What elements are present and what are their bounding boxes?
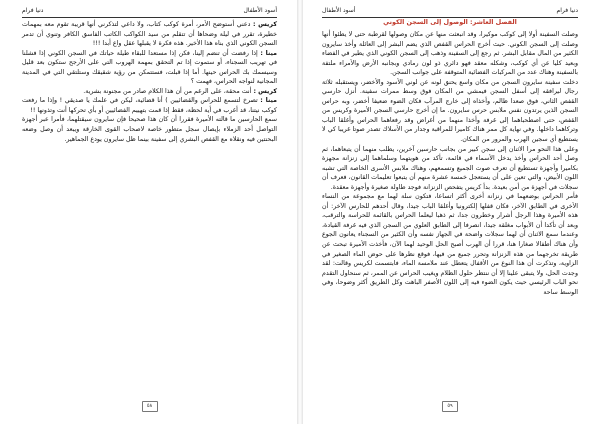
paragraph <box>22 87 277 97</box>
speaker-label: كريس : <box>253 87 277 95</box>
left-header-author: دنيا فرام <box>22 7 44 14</box>
paragraph-text: دعني أستوضح الأمر، أمرة كوكب كتاب، ولا داعي لتذكرني أنها قريبة تقوم معه بمهمات خطيرة، تقرر في ليلة وضحاها أن تتقلم من سيد الكواكب الكاتب الفاسق الكافر وتنوي أن تدمر السجن الكوني الذي بناه هذا الأخير. هذه فكرة لا يقبلها عقل واع أبدا !!! <box>22 21 277 48</box>
paragraph <box>22 96 277 115</box>
paragraph <box>322 192 578 297</box>
paragraph-text: دخلت سفينة سايرون السجن من مكان واسع يحنق لونه عن لوني الأسود والأخضر، ويستقبله ثلاثة رجال ليرافقه إلى أسفل السجن فيمشي من المكان فوق وسط ممرات سفينة. أنزل حارسي القفص الثاني، فوق صعدا ظالم، وأخذاه إلى خارج المرآب فكان الضوء ضعيفا أخضر، وبه حراس السجن الذين يرتدون نفس ملابس حرس سايرون. ما إن أخرج حارسي السجن الأميرة وكريس من القفص، حتى اصطحباهما إلى غرفة وأخذا منهما من أغراض وقد رفعاهما الحراس وأغلقا الباب وتركاهما داخلها. وفي نهاية كل ممر هناك كاميرا للمراقبة وجدار من الأسلاك تصدر صوتا غريبا كي لا يستطيع أي سجين الهرب والمرور من المكان. <box>322 78 578 144</box>
left-page-body <box>22 20 277 144</box>
paragraph-text: سمع الحارسين ما قالته الأميرة فقررا أن كان هذا صحيحا فإن سايرون سيقتلهما، فأمرا عبر أجهزة التواصل أحد الزملاء بإيصال سجل متطور خاصة لاصحاب القوى الخارقة ويبعد أن وصل وضعه البحنتين فيه ونقلاه مع القفص البشري إلى سفينة بينما ظل سايرون يودع الجماهير. <box>22 116 277 143</box>
book-gutter <box>297 0 303 424</box>
right-page-body <box>322 30 578 297</box>
paragraph <box>22 115 277 144</box>
right-header-author: دنيا فرام <box>556 7 578 14</box>
right-header-book-title: أسود الأطفال <box>322 7 356 14</box>
speaker-label: مينا : <box>260 49 277 57</box>
paragraph-text: وصلت السفينة أولا إلى كوكب موكيرا، وقد انبعثت منها عن مكان وصولها لقرطبة حتى لا يطئوا أنها وصلت إلى السجن الكوني. حيث أخرج الحراس القفص الذي يضم البشر إلى العائلة وأخذ سايرون الكثير من المال مقابل البشر. ثم رجع إلى السفينة وذهب إلى السجن الكوني الذي يطير في الفضاء وبعيد كليا عن أي كوكب، وشكله معقد فهو دائري ذو لون رمادي وبجانبه الأرض والأمراء ملتفة بالسفينة وهناك عدد من المركبات الفضائية المتوقفة على جوانب السجن. <box>322 31 578 77</box>
left-page-header <box>22 7 277 18</box>
left-header-book-title: أسود الأطفال <box>243 7 277 14</box>
paragraph <box>22 49 277 87</box>
chapter-title: الفصل العاشر: الوصول إلى السجن الكوني <box>383 18 517 26</box>
right-page-number: ٥٩ <box>442 401 458 412</box>
paragraph-text: وعلى هذا النحو مرا الاثنان إلى سجن كبير من بجانب حارسين آخرين، يطلب منهما أن يتبعاهما، ثم وصل أحد الحراس وأخذ يدخل الأسماء في قائمة، تأكد من هويتهما وسلماهما إلى زنزانة مجهزة بكاميرا وأجهزة تستطيع أن تعرف صوت الجميع وتسمعهم، وهناك ملابس الأسرى الخاصة التي تشبه اللون الأبيض، والتي تعين على أن يستعجل خمسة عشرة منهم أن يتبعوا تعليمات القانون، فعرف أن سجلات في أجهزة من أمن بعيدة. بدأ كريس يتفحص الزنزانة فوجد طاولة صغيرة وأجهزة معقدة. <box>322 145 578 191</box>
left-header-rule <box>22 17 277 18</box>
paragraph-text: فأمر الحراس بوضعهما في زنزانة أخرى أكثر اتساعا، فتكون سلة لهما مع مجموعة من النساء الأخرى في الطابق الآخر، فكان قفلها إلكترونيا وأغلقا الباب جيدا، وقال أحدهم للحارس الآخر: أن هذه الأميرة وهذا الرجل أشرار وخطرون جدا، ثم ذهبا ليعلما الحراس بالقائمة للحراسة والترقب، وبعد أن تأكدا أن الأبواب مغلقة جيدا، انصرفا إلى الطابق العلوي من السجن الذي فيه غرفة القيادة، وعندما سمع الاثنان أن لهما سجلات واضحة في الجهاز نفسه وأن الكثير من السجناء يعانون الجوع وأن هناك أطفالا صغارا هنا، قررا أن الهرب أصبح الحل الوحيد لهما الآن، فأخذت الأميرة تبحث عن طريقة تخرجهما من هذه الزنزانة وتحرر جميع من فيها، فوقع نظرها على حوض الماء الصغير في الزاوية، وتذكرت أن هذا النوع من الأقفال يتعطل عند ملامسة الماء، فابتسمت لكريس وقالت: لقد وجدت الحل، ولا يتبقى علينا إلا أن ننتظر حلول الظلام ويغيب الحراس عن الممر، ثم سنحاول التقدم نحو الباب الرئيسي حيث يكون الضوء فيه إلى اللون الأصفر الباهت وكل الطريق أكثر وضوحا، وفي الوسط ساحة <box>322 193 578 296</box>
speaker-label: كريس : <box>252 21 277 28</box>
paragraph-text: تصرخ لتسمع للحراس والقضائيين ) أنا قضائية، ليكن في علمك يا صديقي ! وإذا ما رفعت كوكب نيتنا، قد أغرب في أية لحظة، فقط إذا قمت بتهييم الفضائيين أو بأي تحركها أنت وتذونها !! <box>22 97 277 114</box>
paragraph-text: إذا رفضت أن تنضم إلينا، فكن إذا مستعدا للبقاء طيلة حياتك في السجن الكوني إذا فشلنا في تهريب السجناء، أو ستموت إذا تم التحقق بمهمة الهروب التي على الأرجح ستكون بعد قليل وسيسمك بك الحراس حينها. أما إذا قبلت، فستتمكن من رؤية شقيقك وستلتقي التي في المدينة المجانية لنواجه الحراس، فهمت ؟ <box>22 49 277 86</box>
right-page <box>300 0 600 424</box>
left-page-number: ٥٨ <box>142 401 158 412</box>
paragraph <box>322 145 578 193</box>
right-page-header <box>322 7 578 18</box>
paragraph-text: أنت محقة، على الرغم من أن هذا الكلام صادر من مجنونة بشرية. <box>83 87 252 95</box>
paragraph <box>322 78 578 145</box>
speaker-label: مينا : <box>260 97 277 105</box>
paragraph <box>22 20 277 49</box>
paragraph <box>322 30 578 78</box>
